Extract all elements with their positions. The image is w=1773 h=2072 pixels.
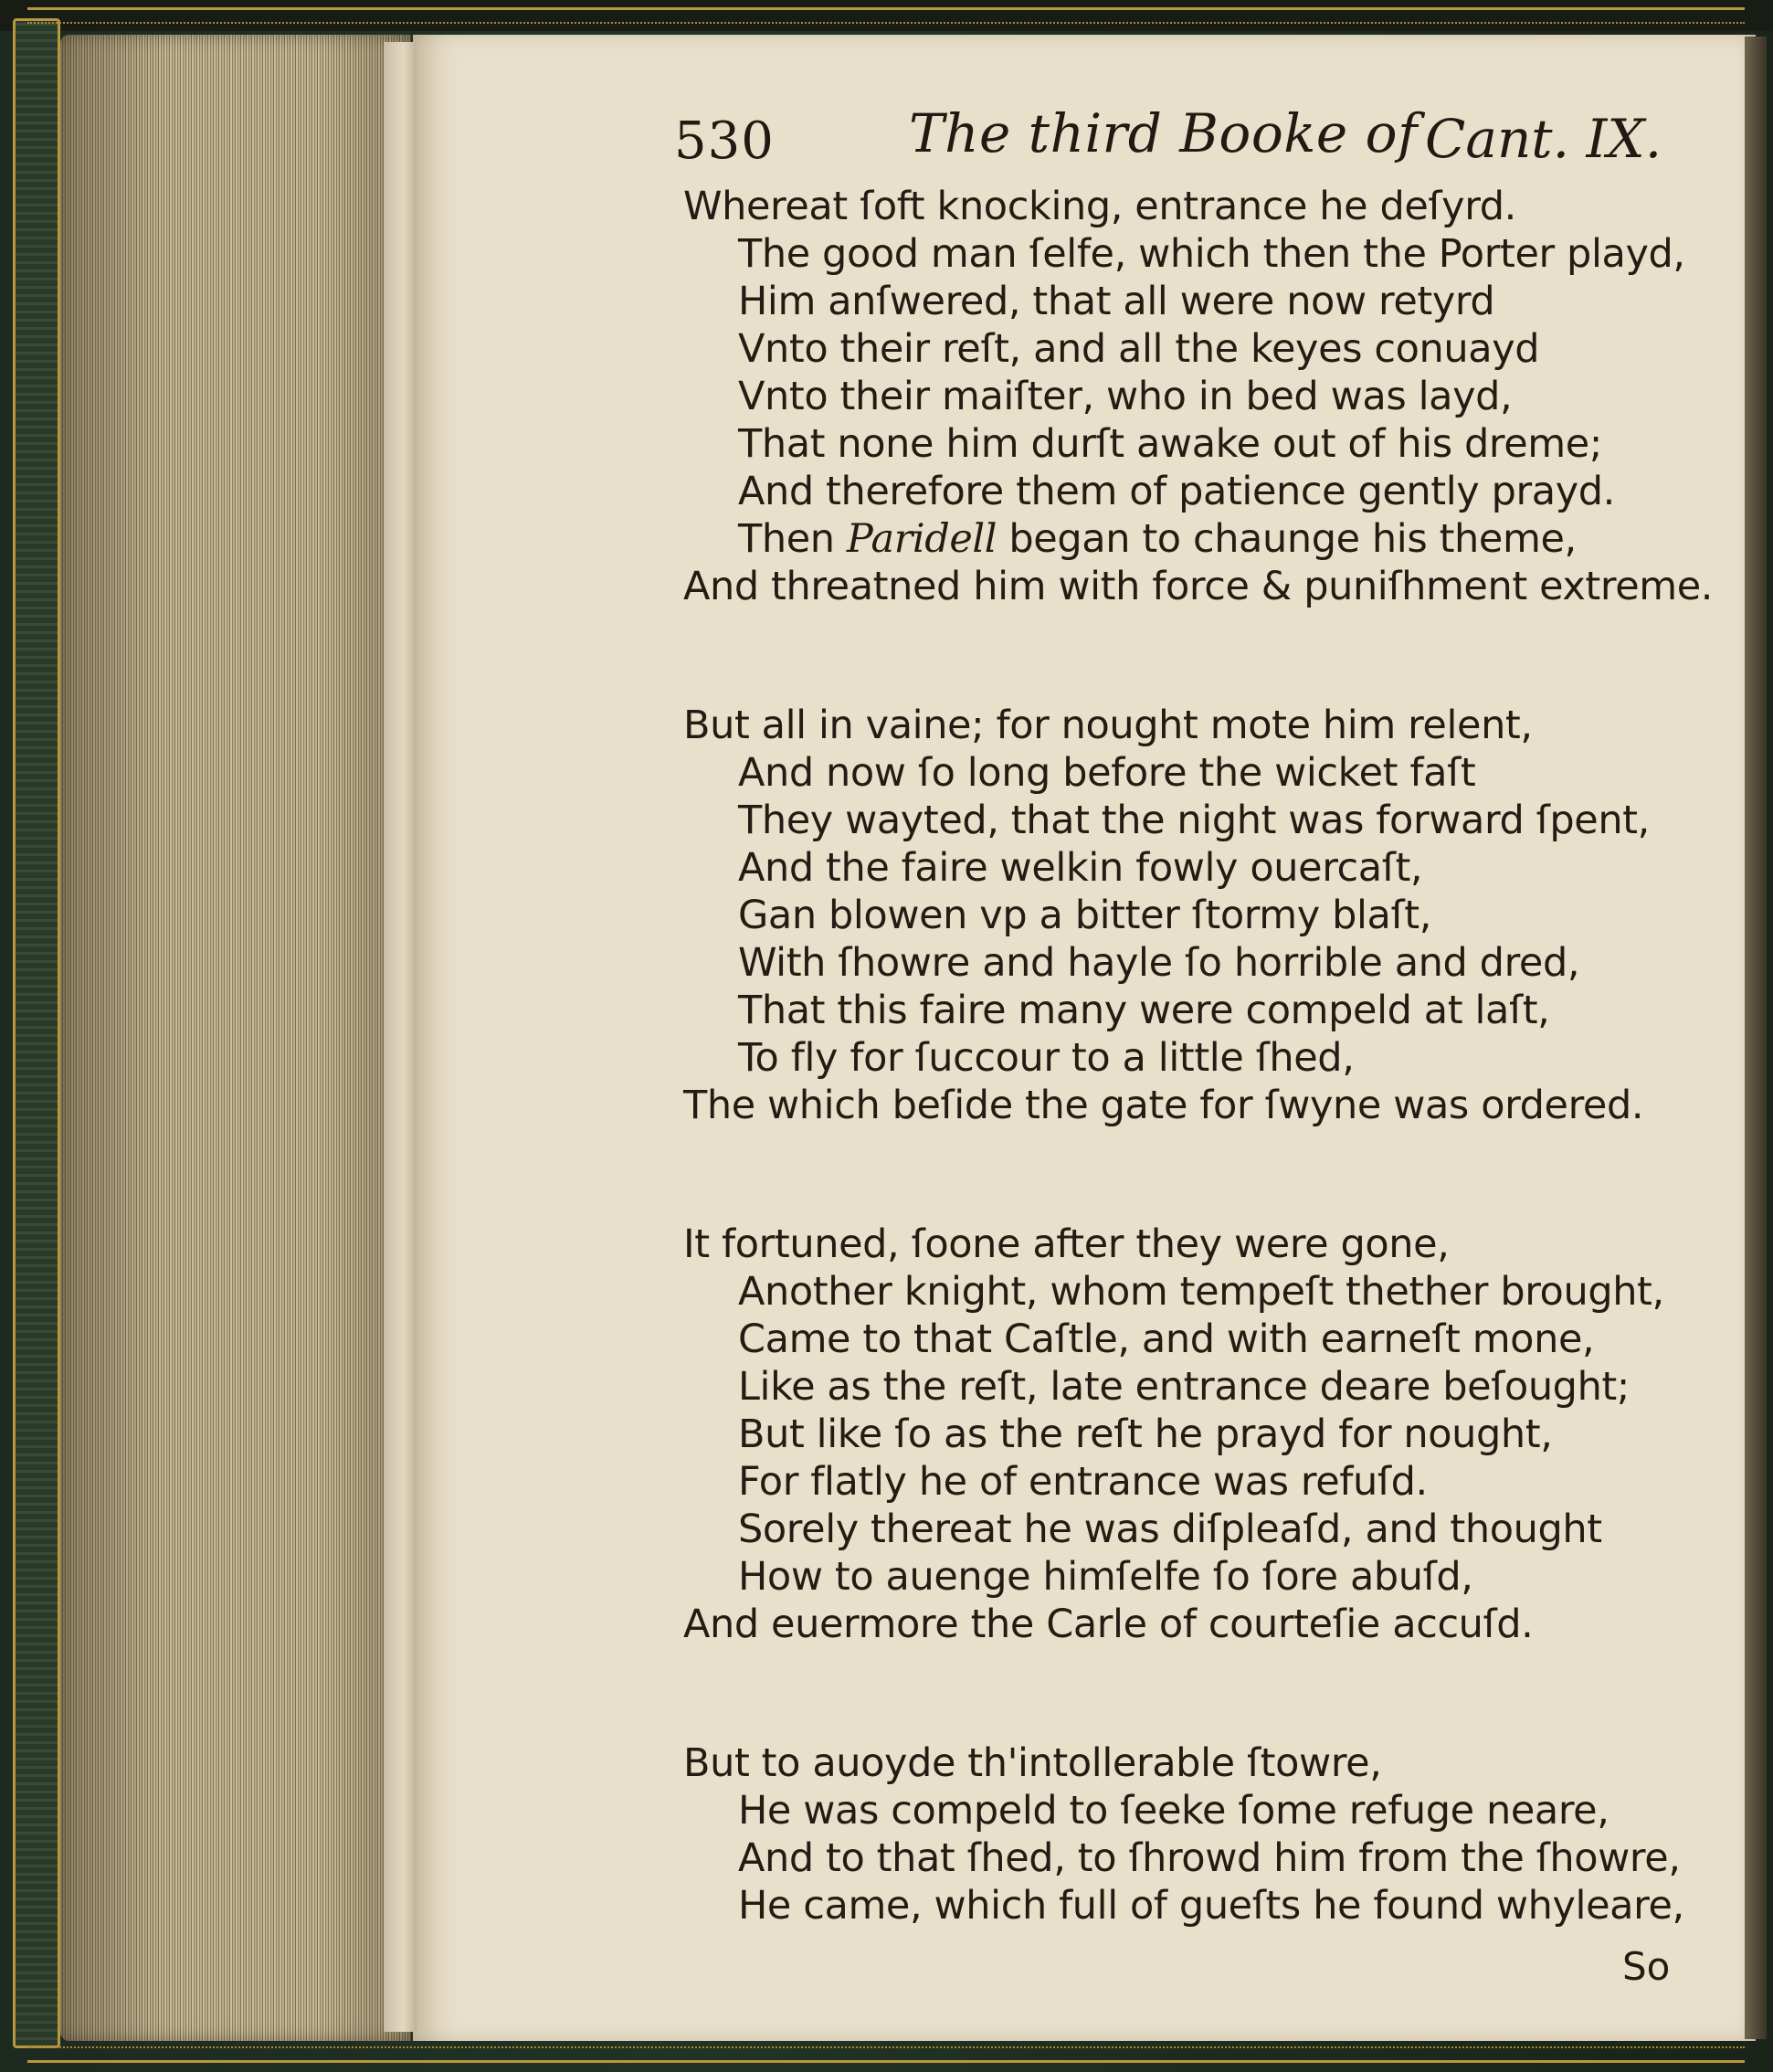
verse-line: And euermore the Carle of courteſie accuſd. [683,1602,1534,1647]
verse-line: Another knight, whom tempeſt thether brought, [738,1269,1664,1315]
verse-line-rest: began to chaunge his theme, [997,516,1577,562]
verse-line-start: Then [738,516,847,562]
verse-line: But like ſo as the reſt he prayd for nought, [738,1411,1553,1457]
verse-line: To fly for ſuccour to a little ſhed, [738,1035,1355,1081]
verse-line: How to auenge himſelfe ſo ſore abuſd, [738,1554,1473,1600]
verse-line: With ſhowre and hayle ſo horrible and dred, [738,940,1580,986]
verse-line: Vnto their reſt, and all the keyes conuayd [738,326,1540,372]
verse-line: But to auoyde th'intollerable ſtowre, [683,1740,1382,1786]
verse-line: Gan blowen vp a bitter ſtormy blaſt, [738,893,1431,938]
verse-line: And therefore them of patience gently prayd. [738,469,1615,514]
canto-label: Cant. IX. [1425,108,1662,170]
verse-line: And now ſo long before the wicket faſt [738,750,1476,796]
verse-line [738,515,1577,563]
verse-line: Him anſwered, that all were now retyrd [738,279,1495,324]
verse-line: The which beſide the gate for ſwyne was ordered. [683,1083,1644,1128]
character-name-paridell: Paridell [846,516,997,562]
verse-line: For flatly he of entrance was refuſd. [738,1459,1428,1505]
verse-line: And threatned him with force & puniſhment extreme. [683,564,1714,609]
verse-line: Came to that Caſtle, and with earneſt mone, [738,1316,1595,1362]
verse-line: He came, which full of gueſts he found whyleare, [738,1883,1684,1929]
page-number: 530 [674,111,775,171]
verse-line: Vnto their maiſter, who in bed was layd, [738,374,1513,419]
verse-line: Whereat ſoft knocking, entrance he deſyrd. [683,184,1516,229]
verse-line: And to that ſhed, to ſhrowd him from the ſhowre, [738,1835,1681,1881]
verse-line: It fortuned, ſoone after they were gone, [683,1221,1450,1267]
verse-line: Sorely thereat he was diſpleaſd, and thought [738,1506,1602,1552]
verse-line: And the faire welkin fowly ouercaſt, [738,845,1423,891]
verse-line: The good man ſelfe, which then the Porter playd, [738,231,1685,277]
verse-line: That none him durſt awake out of his dreme; [738,421,1602,467]
book-title: The third Booke of [909,102,1419,164]
verse-line: Like as the reſt, late entrance deare beſought; [738,1364,1630,1410]
verse-line: He was compeld to ſeeke ſome refuge neare, [738,1788,1609,1834]
catchword: So [1622,1944,1671,1989]
verse-line: They wayted, that the night was forward ſpent, [738,798,1650,843]
verse-line: That this faire many were compeld at laſt, [738,988,1550,1033]
verse-line: But all in vaine; for nought mote him relent, [683,703,1533,748]
